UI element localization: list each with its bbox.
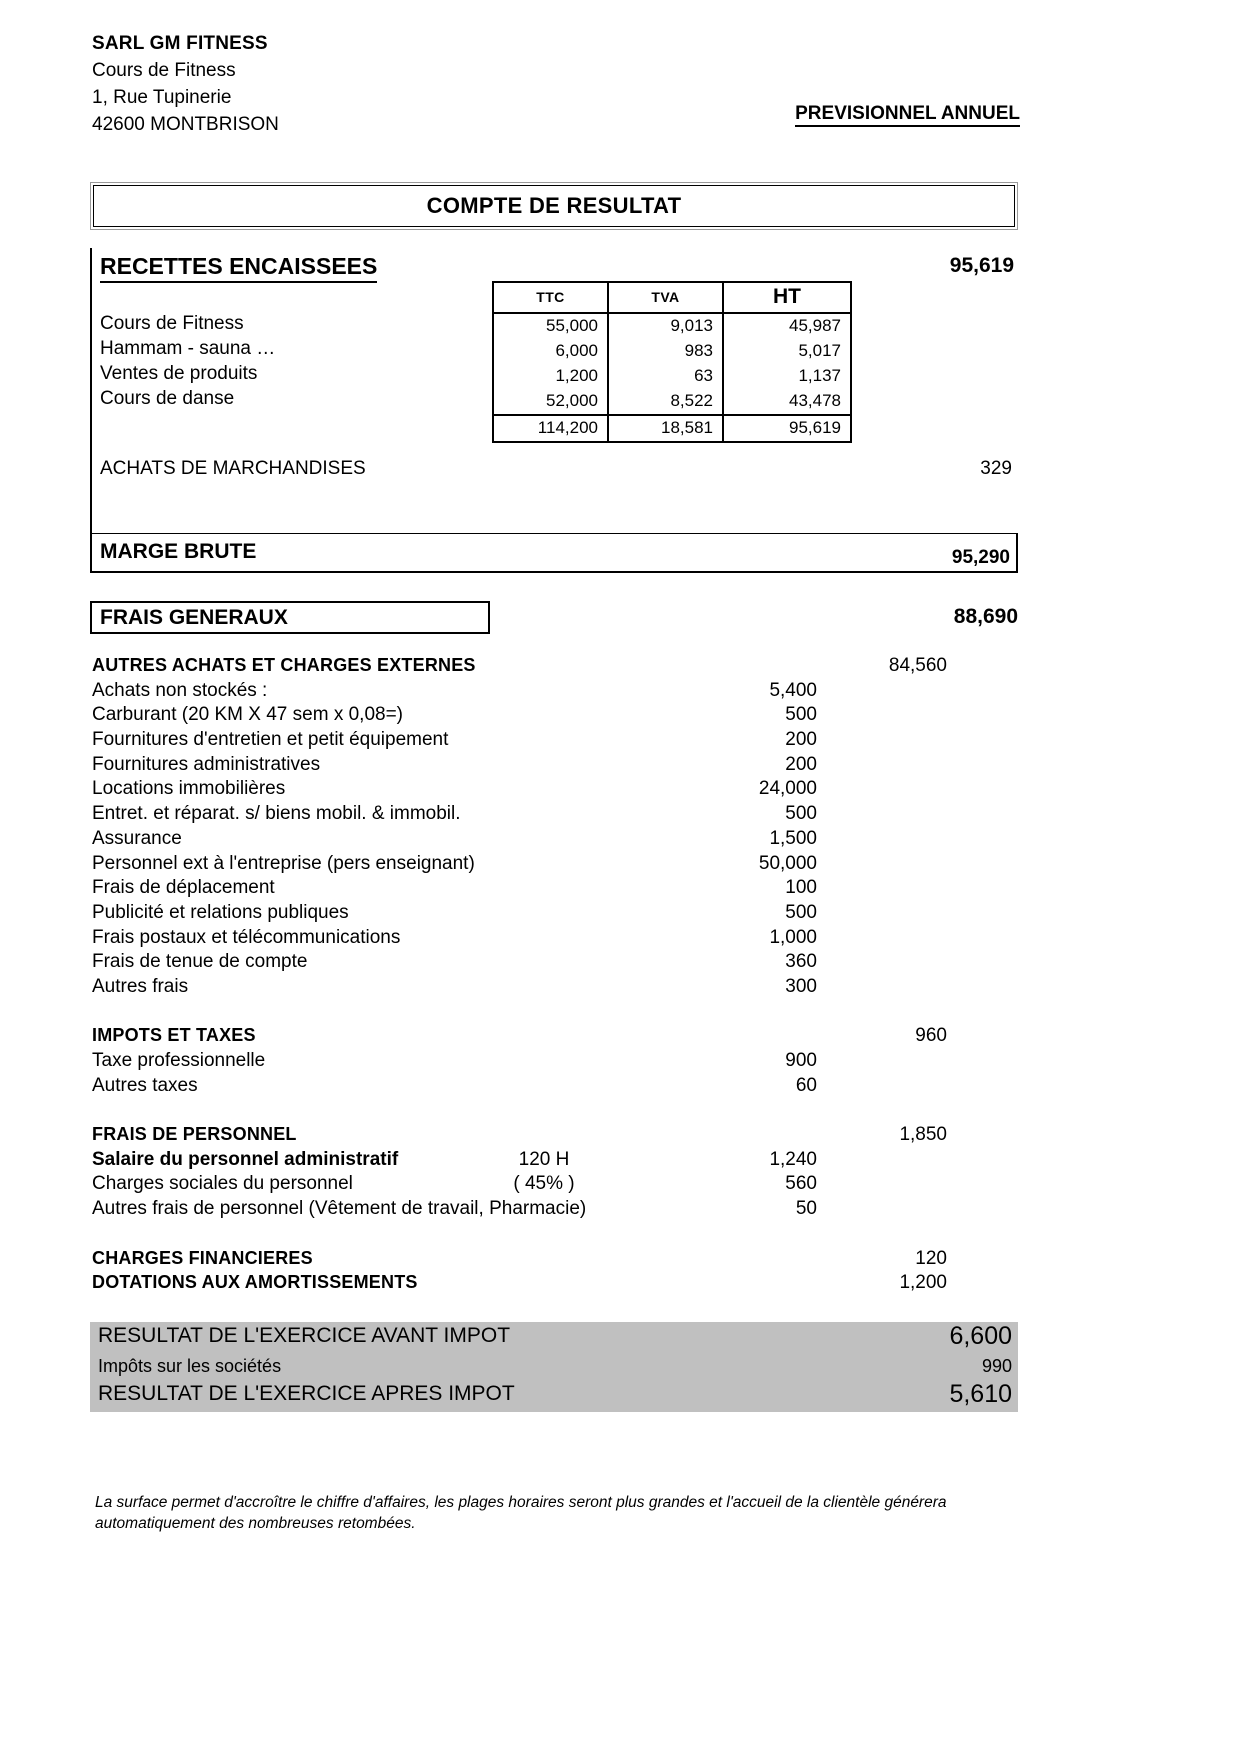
expense-row (92, 927, 1022, 952)
section-heading-label: DOTATIONS AUX AMORTISSEMENTS (92, 1272, 418, 1293)
expense-row (92, 853, 1022, 878)
section-heading-total: 120 (915, 1247, 947, 1269)
row-spacer (92, 1223, 1022, 1248)
result-after-tax-value: 5,610 (949, 1380, 1012, 1408)
document-subtitle-text: PREVISIONNEL ANNUEL (795, 103, 1020, 127)
result-after-tax-label: RESULTAT DE L'EXERCICE APRES IMPOT (98, 1382, 515, 1405)
expense-value: 560 (785, 1173, 817, 1195)
expense-value: 60 (795, 1074, 817, 1096)
company-street: 1, Rue Tupinerie (92, 87, 232, 108)
expense-label: Publicité et relations publiques (92, 901, 349, 923)
result-before-tax-value: 6,600 (949, 1322, 1012, 1350)
expense-rows (92, 655, 1022, 1297)
cell-tva: 983 (608, 339, 723, 364)
expense-label: Frais de tenue de compte (92, 951, 308, 973)
page-title: COMPTE DE RESULTAT (426, 193, 682, 218)
section-heading-total: 960 (915, 1025, 947, 1047)
expense-row (92, 1075, 1022, 1100)
cell-tva: 9,013 (608, 313, 723, 339)
expense-qualifier: ( 45% ) (513, 1173, 575, 1195)
expense-row (92, 1050, 1022, 1075)
section-heading-total: 1,200 (899, 1272, 947, 1294)
overhead-heading-box (90, 601, 490, 634)
expense-label: Achats non stockés : (92, 679, 268, 701)
total-ttc: 114,200 (493, 415, 608, 442)
corporate-tax-label: Impôts sur les sociétés (98, 1356, 282, 1376)
expense-row (92, 803, 1022, 828)
purchases-label: ACHATS DE MARCHANDISES (100, 458, 366, 479)
expense-value: 300 (785, 975, 817, 997)
expense-value: 5,400 (769, 679, 817, 701)
expense-label: Frais postaux et télécommunications (92, 926, 401, 948)
cell-tva: 63 (608, 364, 723, 389)
expense-value: 200 (785, 729, 817, 751)
revenue-total: 95,619 (949, 254, 1014, 277)
expense-value: 500 (785, 901, 817, 923)
purchases-value: 329 (980, 458, 1012, 479)
overhead-total: 88,690 (953, 605, 1018, 628)
expense-label: Frais de déplacement (92, 877, 275, 899)
cell-ht: 45,987 (723, 313, 851, 339)
expense-label: Autres taxes (92, 1074, 198, 1096)
expense-label: Locations immobilières (92, 778, 286, 800)
revenue-row-labels (100, 311, 275, 411)
expense-label: Autres frais (92, 975, 189, 997)
revenue-section (90, 248, 1018, 533)
expense-row (92, 951, 1022, 976)
expense-label: Salaire du personnel administratif (92, 1148, 399, 1170)
column-header-tva: TVA (608, 282, 723, 313)
expense-label: Assurance (92, 827, 182, 849)
expense-value: 100 (785, 877, 817, 899)
revenue-heading: RECETTES ENCAISSEES (100, 253, 377, 283)
column-header-ttc: TTC (493, 282, 608, 313)
total-tva: 18,581 (608, 415, 723, 442)
company-activity: Cours de Fitness (92, 60, 236, 81)
gross-margin-box (90, 533, 1018, 573)
expense-section-heading (92, 1124, 1022, 1149)
revenue-row-label: Ventes de produits (100, 363, 258, 384)
expense-row (92, 754, 1022, 779)
expense-row (92, 902, 1022, 927)
expense-label: Autres frais de personnel (Vêtement de travail, Pharmacie) (92, 1198, 587, 1220)
expense-value: 500 (785, 704, 817, 726)
section-heading-total: 1,850 (899, 1124, 947, 1146)
column-header-ht: HT (723, 282, 851, 313)
gross-margin-value: 95,290 (951, 547, 1010, 568)
expense-row (92, 680, 1022, 705)
revenue-row-label: Cours de Fitness (100, 313, 244, 334)
expense-label: Personnel ext à l'entreprise (pers enseignant) (92, 852, 475, 874)
expense-row (92, 704, 1022, 729)
cell-ht: 43,478 (723, 389, 851, 415)
expense-value: 50 (795, 1198, 817, 1220)
total-ht: 95,619 (723, 415, 851, 442)
expense-value: 500 (785, 803, 817, 825)
company-name: SARL GM FITNESS (92, 33, 268, 54)
section-heading-label: CHARGES FINANCIERES (92, 1247, 313, 1268)
section-heading-total: 84,560 (888, 655, 947, 676)
expense-value: 24,000 (758, 778, 817, 800)
expense-section-heading (92, 1248, 1022, 1273)
expense-section-heading (92, 655, 1022, 680)
table-row (493, 389, 851, 415)
expense-label: Entret. et réparat. s/ biens mobil. & immobil. (92, 803, 461, 825)
document-subtitle (640, 103, 1020, 125)
cell-ttc: 52,000 (493, 389, 608, 415)
expense-row (92, 1149, 1022, 1174)
footnote: La surface permet d'accroître le chiffre d'affaires, les plages horaires seront plus grandes et l'accueil de la clientèle générera automatiquement des nombreuses retombées. (95, 1494, 947, 1532)
expense-label: Carburant (20 KM X 47 sem x 0,08=) (92, 704, 404, 726)
expense-section-heading (92, 1272, 1022, 1297)
expense-value: 1,240 (769, 1148, 817, 1170)
expense-value: 1,000 (769, 926, 817, 948)
expense-row (92, 1173, 1022, 1198)
revenue-row-label: Cours de danse (100, 388, 235, 409)
revenue-table (492, 281, 852, 443)
expense-label: Fournitures administratives (92, 753, 321, 775)
cell-ht: 5,017 (723, 339, 851, 364)
table-row (493, 364, 851, 389)
expense-value: 900 (785, 1050, 817, 1071)
purchases-line (100, 458, 1016, 480)
result-before-tax-row (90, 1322, 1018, 1354)
table-row (493, 313, 851, 339)
cell-ttc: 55,000 (493, 313, 608, 339)
section-heading-label: FRAIS DE PERSONNEL (92, 1124, 297, 1145)
expense-section-heading (92, 1025, 1022, 1050)
expense-value: 50,000 (758, 852, 817, 874)
section-heading-label: IMPOTS ET TAXES (92, 1025, 256, 1046)
company-city: 42600 MONTBRISON (92, 114, 279, 135)
corporate-tax-row (90, 1354, 1018, 1380)
expense-row (92, 828, 1022, 853)
expense-label: Charges sociales du personnel (92, 1173, 353, 1195)
cell-ht: 1,137 (723, 364, 851, 389)
expense-value: 360 (785, 951, 817, 973)
table-totals-row (493, 415, 851, 442)
row-spacer (92, 1001, 1022, 1026)
table-row (493, 339, 851, 364)
expense-row (92, 976, 1022, 1001)
expense-row (92, 1198, 1022, 1223)
expense-label: Taxe professionnelle (92, 1050, 266, 1071)
revenue-row-label: Hammam - sauna … (100, 338, 276, 359)
gross-margin-label: MARGE BRUTE (100, 540, 257, 563)
expense-row (92, 877, 1022, 902)
section-heading-label: AUTRES ACHATS ET CHARGES EXTERNES (92, 655, 476, 675)
report-title-box (90, 182, 1018, 230)
cell-ttc: 6,000 (493, 339, 608, 364)
overhead-label: FRAIS GENERAUX (100, 606, 288, 629)
expense-value: 200 (785, 753, 817, 775)
expense-label: Fournitures d'entretien et petit équipement (92, 729, 449, 751)
expense-qualifier: 120 H (518, 1148, 570, 1170)
cell-ttc: 1,200 (493, 364, 608, 389)
expense-row (92, 729, 1022, 754)
expense-value: 1,500 (769, 827, 817, 849)
table-header-row (493, 282, 851, 313)
expense-row (92, 778, 1022, 803)
cell-tva: 8,522 (608, 389, 723, 415)
result-before-tax-label: RESULTAT DE L'EXERCICE AVANT IMPOT (98, 1324, 511, 1347)
result-after-tax-row (90, 1380, 1018, 1412)
corporate-tax-value: 990 (981, 1356, 1012, 1376)
row-spacer (92, 1099, 1022, 1124)
